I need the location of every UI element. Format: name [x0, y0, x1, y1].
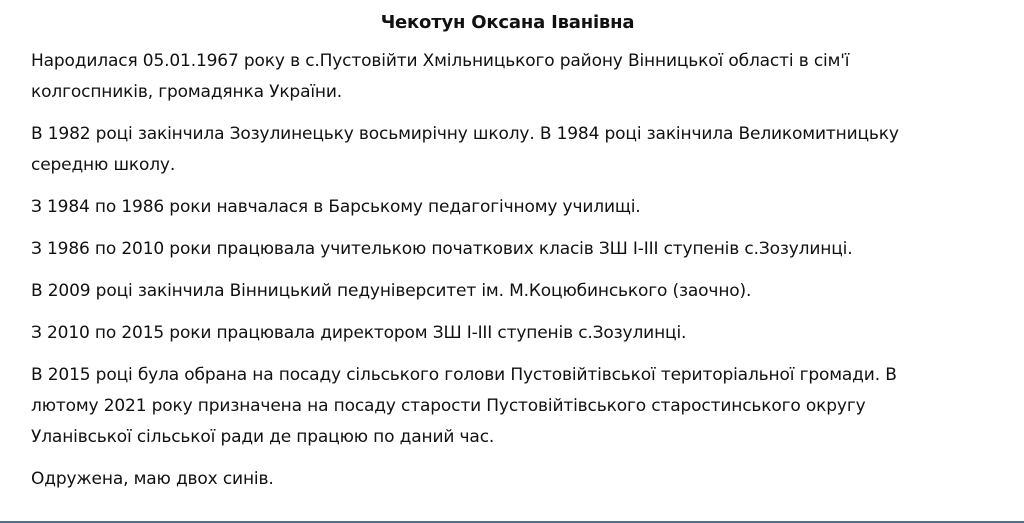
- paragraph-school: [31, 119, 984, 181]
- paragraph-teacher: [31, 234, 984, 265]
- text-line: В 2009 році закінчила Вінницький педуніверситет ім. М.Коцюбинського (заочно).: [31, 281, 752, 301]
- text-line: колгоспників, громадянка України.: [31, 82, 343, 102]
- paragraph-college: [31, 192, 984, 223]
- text-line: Народилася 05.01.1967 року в с.Пустовійти Хмільницького району Вінницької області в сім'ї: [31, 51, 850, 71]
- text-line: Уланівської сільської ради де працюю по даний час.: [31, 427, 495, 447]
- paragraph-head: [31, 360, 984, 453]
- paragraph-university: [31, 276, 984, 307]
- text-line: З 2010 по 2015 роки працювала директором ЗШ І-ІІІ ступенів с.Зозулинці.: [31, 323, 687, 343]
- paragraph-director: [31, 318, 984, 349]
- text-line: З 1984 по 1986 роки навчалася в Барському педагогічному училищі.: [31, 197, 641, 217]
- text-line: Одружена, маю двох синів.: [31, 469, 274, 489]
- text-line: лютому 2021 року призначена на посаду старости Пустовійтівського старостинського округу: [31, 396, 866, 416]
- text-line: В 2015 році була обрана на посаду сільського голови Пустовійтівської територіальної громади. В: [31, 365, 897, 385]
- text-line: середню школу.: [31, 155, 176, 175]
- document-title: Чекотун Оксана Іванівна: [380, 12, 635, 33]
- text-line: В 1982 році закінчила Зозулинецьку восьмирічну школу. В 1984 році закінчила Великомитницьку: [31, 124, 899, 144]
- paragraph-family: [31, 464, 984, 495]
- paragraph-birth: [31, 46, 984, 108]
- text-line: З 1986 по 2010 роки працювала учителькою початкових класів ЗШ І-ІІІ ступенів с.Зозулинці.: [31, 239, 853, 259]
